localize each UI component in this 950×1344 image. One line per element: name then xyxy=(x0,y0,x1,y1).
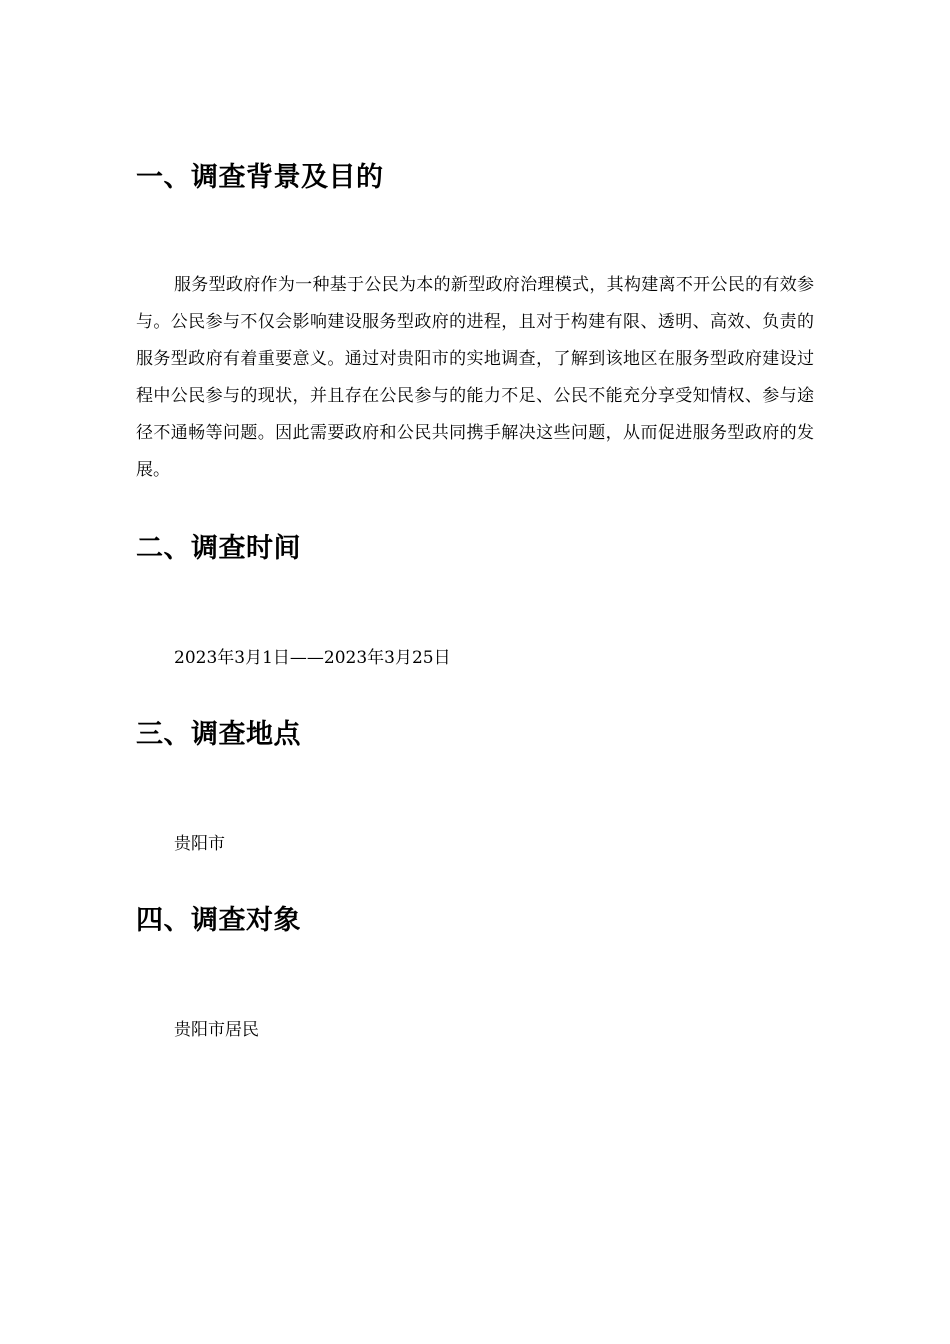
section-body-time: 2023年3月1日——2023年3月25日 xyxy=(174,648,451,668)
section-heading-background: 一、调查背景及目的 xyxy=(136,162,384,193)
section-body-subject: 贵阳市居民 xyxy=(174,1020,259,1040)
section-heading-location: 三、调查地点 xyxy=(136,719,301,750)
section-body-background: 服务型政府作为一种基于公民为本的新型政府治理模式，其构建离不开公民的有效参与。公民参与不仅会影响建设服务型政府的进程，且对于构建有限、透明、高效、负责的服务型政府有着重要意义。通过对贵阳市的实地调查，了解到该地区在服务型政府建设过程中公民参与的现状，并且存在公民参与的能力不足、公民不能充分享受知情权、参与途径不通畅等问题。因此需要政府和公民共同携手解决这些问题，从而促进服务型政府的发展。 xyxy=(136,275,814,480)
section-heading-subject: 四、调查对象 xyxy=(136,905,301,936)
section-body-location: 贵阳市 xyxy=(174,834,225,854)
section-heading-time: 二、调查时间 xyxy=(136,533,301,564)
